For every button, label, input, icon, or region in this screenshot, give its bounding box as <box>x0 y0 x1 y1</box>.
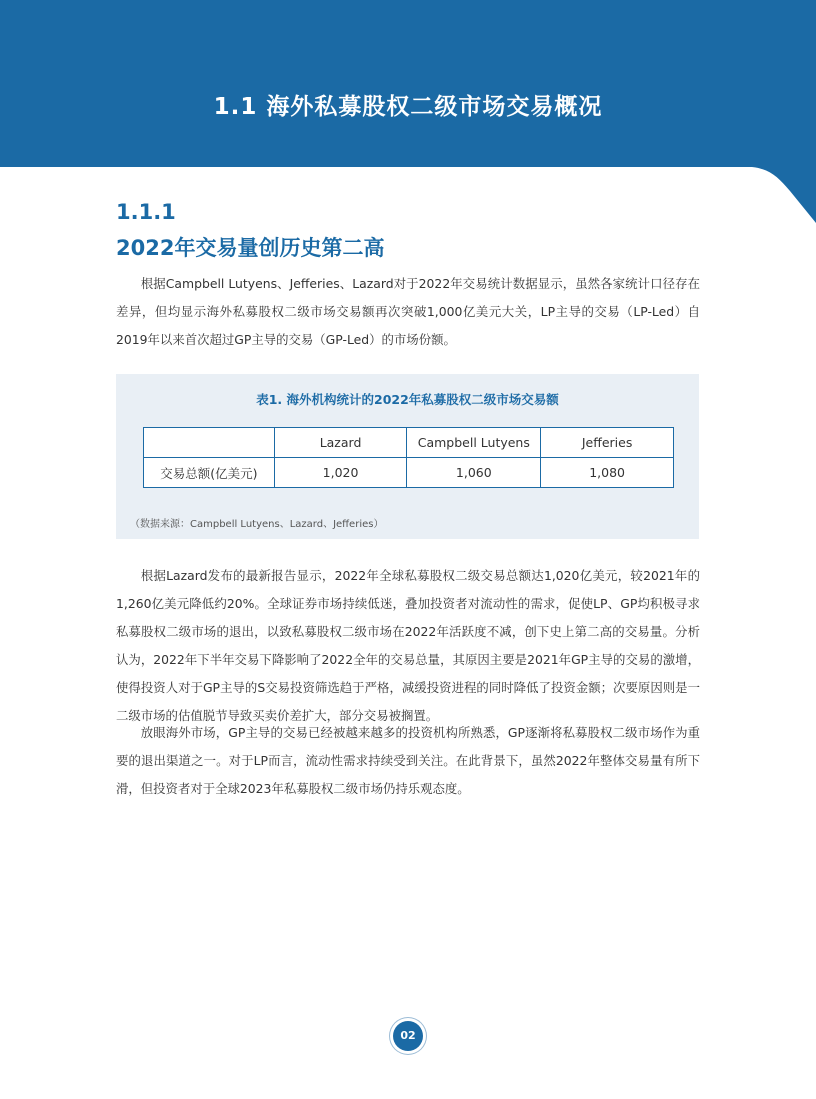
paragraph-lazard-report: 根据Lazard发布的最新报告显示，2022年全球私募股权二级交易总额达1,020亿美元，较2021年的1,260亿美元降低约20%。全球证券市场持续低迷，叠加投资者对流动性的需求，促使LP、GP均积极寻求私募股权二级市场的退出，以致私募股权二级市场在2022年活跃度不减，创下史上第二高的交易量。分析认为，2022年下半年交易下降影响了2022全年的交易总量，其原因主要是2021年GP主导的交易的激增，使得投资人对于GP主导的S交易投资筛选趋于严格，减缓投资进程的同时降低了投资金额；次要原因则是一二级市场的估值脱节导致买卖价差扩大，部分交易被搁置。 <box>116 568 700 723</box>
data-table <box>143 427 674 488</box>
page-number-badge: 02 <box>393 1021 423 1051</box>
header-band <box>0 0 816 167</box>
table-header-cell: Lazard <box>274 428 407 458</box>
section-title: 2022年交易量创历史第二高 <box>116 236 385 260</box>
table-header-row <box>144 428 674 458</box>
table-cell: 1,060 <box>407 458 541 488</box>
paragraph-outlook: 放眼海外市场，GP主导的交易已经被越来越多的投资机构所熟悉，GP逐渐将私募股权二级市场作为重要的退出渠道之一。对于LP而言，流动性需求持续受到关注。在此背景下，虽然2022年整体交易量有所下滑，但投资者对于全球2023年私募股权二级市场仍持乐观态度。 <box>116 725 700 796</box>
table-source-note: （数据来源：Campbell Lutyens、Lazard、Jefferies） <box>130 519 384 530</box>
table-cell: 1,020 <box>274 458 407 488</box>
table-caption: 表1. 海外机构统计的2022年私募股权二级市场交易额 <box>256 392 559 407</box>
page-title: 1.1 海外私募股权二级市场交易概况 <box>213 94 603 120</box>
table-row-label: 交易总额(亿美元) <box>144 458 275 488</box>
table-cell: 1,080 <box>541 458 674 488</box>
paragraph-intro: 根据Campbell Lutyens、Jefferies、Lazard对于2022年交易统计数据显示，虽然各家统计口径存在差异，但均显示海外私募股权二级市场交易额再次突破1,000亿美元大关，LP主导的交易（LP-Led）自2019年以来首次超过GP主导的交易（GP-Led）的市场份额。 <box>116 276 700 347</box>
table-panel <box>116 374 699 539</box>
table-header-cell: Campbell Lutyens <box>407 428 541 458</box>
table-row <box>144 458 674 488</box>
table-header-cell <box>144 428 275 458</box>
section-number: 1.1.1 <box>116 200 176 224</box>
table-header-cell: Jefferies <box>541 428 674 458</box>
